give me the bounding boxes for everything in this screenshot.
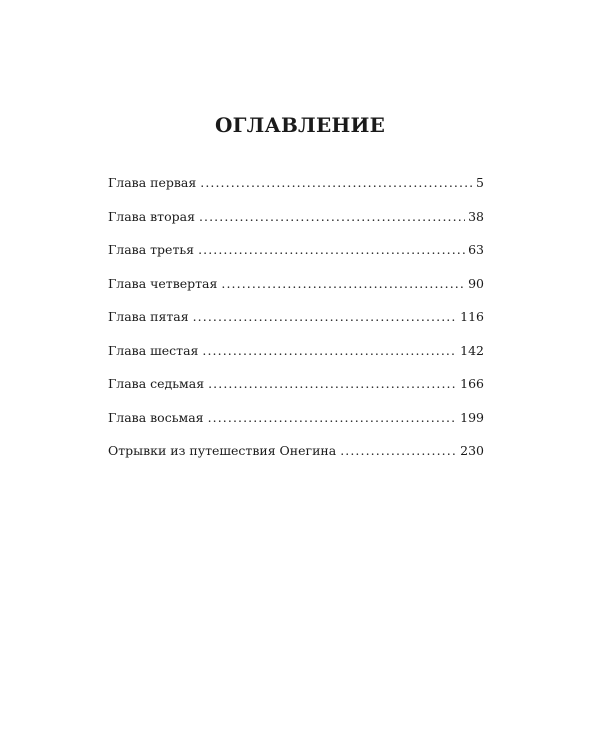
toc-entry-label: Глава вторая <box>108 208 195 224</box>
toc-entry-page-number: 63 <box>468 242 484 257</box>
page-title: ОГЛАВЛЕНИЕ <box>214 113 386 138</box>
dot-leader <box>200 173 473 193</box>
toc-entry-label: Отрывки из путешествия Онегина <box>108 443 337 458</box>
toc-entry-page-number: 142 <box>460 342 484 358</box>
toc-entry-label: Глава седьмая <box>108 376 205 391</box>
toc-entry-1[interactable] <box>108 173 484 207</box>
toc-entry-page-number: 230 <box>460 443 484 458</box>
dot-leader <box>202 341 457 361</box>
dot-leader <box>221 274 465 294</box>
dot-leader <box>198 240 465 260</box>
toc-entry-page-number: 38 <box>468 208 484 224</box>
toc-entry-label: Глава первая <box>108 175 197 190</box>
dot-leader <box>193 307 458 327</box>
toc-entry-label: Глава восьмая <box>108 409 204 425</box>
toc-entry-5[interactable] <box>108 307 484 341</box>
toc-entry-9[interactable] <box>108 441 484 475</box>
table-of-contents <box>108 173 484 475</box>
toc-entry-3[interactable] <box>108 240 484 274</box>
toc-entry-page-number: 90 <box>468 275 484 291</box>
toc-entry-page-number: 199 <box>460 409 484 425</box>
toc-entry-page-number: 116 <box>460 309 484 324</box>
toc-entry-7[interactable] <box>108 374 484 408</box>
toc-entry-label: Глава четвертая <box>108 275 218 291</box>
dot-leader <box>199 207 465 227</box>
toc-entry-label: Глава шестая <box>108 342 199 358</box>
toc-entry-6[interactable] <box>108 341 484 375</box>
toc-entry-label: Глава третья <box>108 242 195 257</box>
toc-entry-page-number: 5 <box>476 175 484 190</box>
toc-entry-2[interactable] <box>108 207 484 241</box>
dot-leader <box>208 408 458 428</box>
toc-entry-8[interactable] <box>108 408 484 442</box>
dot-leader <box>340 441 457 461</box>
toc-entry-4[interactable] <box>108 274 484 308</box>
dot-leader <box>208 374 457 394</box>
toc-entry-label: Глава пятая <box>108 309 189 324</box>
toc-entry-page-number: 166 <box>460 376 484 391</box>
